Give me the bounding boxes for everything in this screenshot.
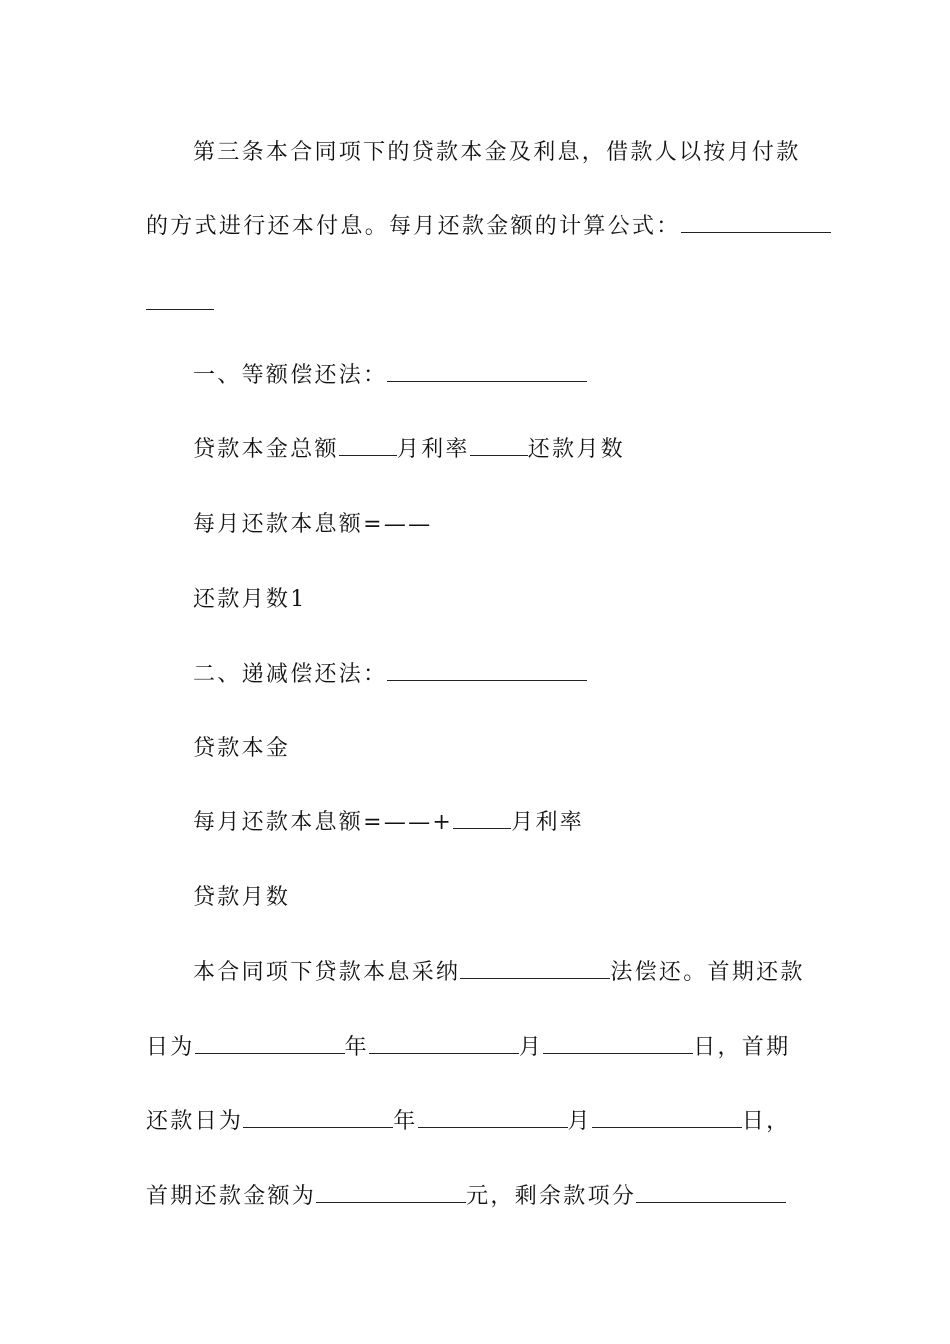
second-day-blank[interactable]: [592, 1107, 742, 1128]
paragraph-2-line-4: [146, 1182, 786, 1212]
payment-date-label: 还款日为: [146, 1109, 244, 1134]
paragraph-1-line-1: 第三条本合同项下的贷款本金及利息，借款人以按月付款: [193, 140, 801, 165]
monthly-rate-label: 月利率: [396, 437, 470, 462]
day-label-2: 日，: [741, 1109, 791, 1134]
first-month-blank[interactable]: [369, 1033, 519, 1054]
formula-blank-continuation[interactable]: [146, 309, 214, 310]
remaining-text: 元，剩余款项分: [466, 1184, 637, 1209]
monthly-rate-blank[interactable]: [470, 435, 528, 456]
method-1-row-1: [193, 435, 625, 465]
day-label: 日，首期: [693, 1035, 791, 1060]
repayment-method-text: 本合同项下贷款本息采纳: [193, 960, 461, 985]
method-1-title-row: [193, 361, 587, 391]
repayment-months-label: 还款月数: [527, 437, 625, 462]
installments-blank[interactable]: [636, 1182, 786, 1203]
principal-total-blank[interactable]: [339, 435, 397, 456]
method-2-monthly-rate-label: 月利率: [511, 810, 585, 835]
month-label: 月: [518, 1035, 544, 1060]
monthly-payment-formula: 每月还款本息额=——+: [193, 810, 454, 835]
second-year-blank[interactable]: [243, 1107, 393, 1128]
repayment-method-blank[interactable]: [460, 958, 610, 979]
method-2-row-2: [193, 808, 584, 838]
paragraph-2-line-3: [146, 1107, 790, 1137]
month-label-2: 月: [567, 1109, 592, 1134]
formula-intro-text: 的方式进行还本付息。每月还款金额的计算公式：: [146, 214, 681, 239]
first-amount-label: 首期还款金额为: [146, 1184, 317, 1209]
method-1-row-3: 还款月数1: [193, 587, 307, 612]
loan-principal-total-label: 贷款本金总额: [193, 437, 339, 462]
year-label-2: 年: [393, 1109, 418, 1134]
first-year-blank[interactable]: [195, 1033, 345, 1054]
first-amount-blank[interactable]: [316, 1182, 466, 1203]
first-payment-date-label: 日为: [146, 1035, 195, 1060]
method-2-row-1: 贷款本金: [193, 736, 291, 761]
method-2-blank[interactable]: [387, 660, 587, 681]
formula-blank[interactable]: [681, 212, 831, 233]
method-2-rate-blank[interactable]: [453, 808, 511, 829]
method-2-row-3: 贷款月数: [193, 885, 291, 910]
year-label: 年: [344, 1035, 369, 1060]
method-2-title-row: [193, 660, 587, 690]
paragraph-2-line-2: [146, 1033, 790, 1063]
first-payment-text: 法偿还。首期还款: [610, 960, 805, 985]
method-2-title: 二、递减偿还法：: [193, 662, 388, 687]
method-1-title: 一、等额偿还法：: [193, 363, 388, 388]
paragraph-2-line-1: [193, 958, 805, 988]
method-1-row-2: 每月还款本息额=——: [193, 512, 433, 537]
method-1-blank[interactable]: [387, 361, 587, 382]
paragraph-1-line-2: [146, 212, 831, 242]
first-day-blank[interactable]: [543, 1033, 693, 1054]
second-month-blank[interactable]: [418, 1107, 568, 1128]
